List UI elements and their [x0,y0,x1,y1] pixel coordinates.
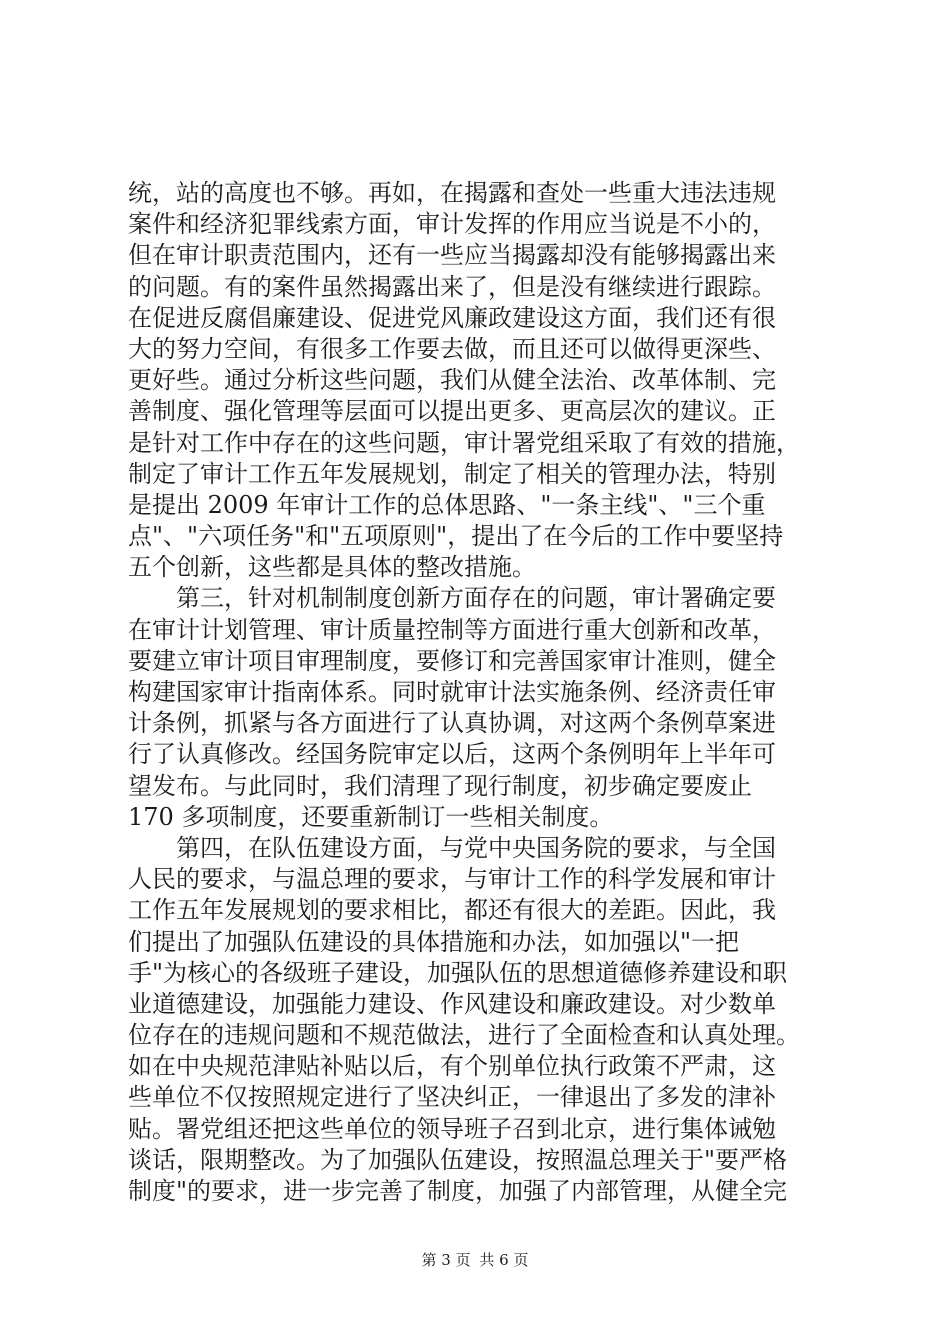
text-line: 五个创新，这些都是具体的整改措施。 [128,553,536,582]
page-total: 共 6 页 [479,1251,529,1269]
text-line: 位存在的违规问题和不规范做法，进行了全面检查和认真处理。 [128,1021,800,1050]
text-line: 更好些。通过分析这些问题，我们从健全法治、改革体制、完 [128,366,776,395]
text-line: 构建国家审计指南体系。同时就审计法实施条例、经济责任审 [128,678,776,706]
text-line: 是提出 2009 年审计工作的总体思路、"一条主线"、"三个重 [128,490,766,519]
text-line: 170 多项制度，还要重新制订一些相关制度。 [128,802,614,831]
text-line: 统，站的高度也不够。再如，在揭露和查处一些重大违法违规 [128,179,776,207]
paragraph-start-line: 第三，针对机制制度创新方面存在的问题，审计署确定要 [128,584,776,613]
text-line: 谈话，限期整改。为了加强队伍建设，按照温总理关于"要严格 [128,1145,788,1174]
text-line: 行了认真修改。经国务院审定以后，这两个条例明年上半年可 [128,740,776,769]
paragraph-start-line: 第四，在队伍建设方面，与党中央国务院的要求，与全国 [128,833,776,862]
text-line: 大的努力空间，有很多工作要去做，而且还可以做得更深些、 [128,334,776,363]
page-number: 第 3 页 [421,1251,471,1269]
text-line: 点"、"六项任务"和"五项原则"，提出了在今后的工作中要坚持 [128,522,784,551]
text-line: 的问题。有的案件虽然揭露出来了，但是没有继续进行跟踪。 [128,272,776,301]
text-line: 制定了审计工作五年发展规划，制定了相关的管理办法，特别 [128,459,776,488]
text-line: 们提出了加强队伍建设的具体措施和办法，如加强以"一把 [128,927,740,956]
text-line: 贴。署党组还把这些单位的领导班子召到北京，进行集体诫勉 [128,1114,776,1143]
text-line: 人民的要求，与温总理的要求，与审计工作的科学发展和审计 [128,865,776,894]
text-line: 是针对工作中存在的这些问题，审计署党组采取了有效的措施， [128,428,800,457]
text-line: 在促进反腐倡廉建设、促进党风廉政建设这方面，我们还有很 [128,303,776,332]
text-line: 如在中央规范津贴补贴以后，有个别单位执行政策不严肃，这 [128,1052,776,1081]
text-line: 在审计计划管理、审计质量控制等方面进行重大创新和改革， [128,615,776,644]
text-line: 要建立审计项目审理制度，要修订和完善国家审计准则，健全 [128,646,776,675]
text-line: 善制度、强化管理等层面可以提出更多、更高层次的建议。正 [128,397,776,426]
text-line: 些单位不仅按照规定进行了坚决纠正，一律退出了多发的津补 [128,1083,776,1112]
page-footer [0,1250,950,1270]
text-line: 计条例，抓紧与各方面进行了认真协调，对这两个条例草案进 [128,709,776,738]
text-line: 业道德建设，加强能力建设、作风建设和廉政建设。对少数单 [128,989,776,1018]
text-line: 制度"的要求，进一步完善了制度，加强了内部管理，从健全完 [128,1177,788,1205]
document-body [128,178,848,1207]
text-line: 但在审计职责范围内，还有一些应当揭露却没有能够揭露出来 [128,241,776,270]
text-line: 望发布。与此同时，我们清理了现行制度，初步确定要废止 [128,771,752,800]
text-line: 工作五年发展规划的要求相比，都还有很大的差距。因此，我 [128,896,776,925]
text-line: 手"为核心的各级班子建设，加强队伍的思想道德修养建设和职 [128,958,788,987]
text-line: 案件和经济犯罪线索方面，审计发挥的作用应当说是不小的， [128,210,776,239]
